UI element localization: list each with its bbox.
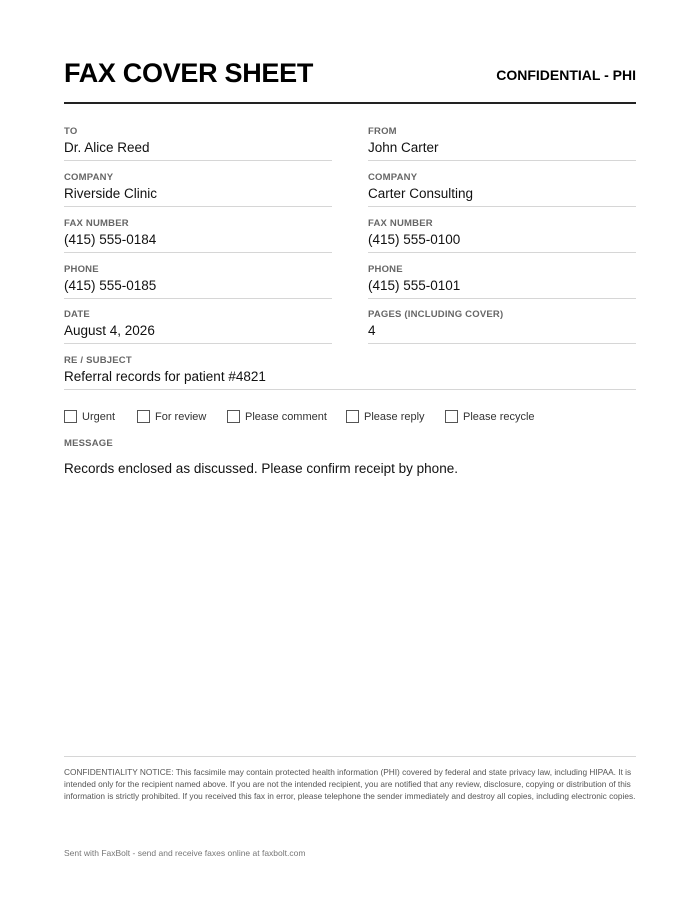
from-fax-field [368, 218, 636, 253]
from-phone-field [368, 264, 636, 299]
from-company-field [368, 172, 636, 207]
from-fax-value: (415) 555-0100 [368, 232, 461, 247]
to-fax-value: (415) 555-0184 [64, 232, 157, 247]
date-label: DATE [64, 309, 90, 320]
message-label: MESSAGE [64, 438, 113, 449]
from-company-label: COMPANY [368, 172, 418, 183]
page-title: FAX COVER SHEET [64, 58, 314, 88]
checkbox-box[interactable] [137, 410, 150, 423]
checkbox-row [64, 409, 636, 427]
to-company-value: Riverside Clinic [64, 186, 158, 201]
to-fax-label: FAX NUMBER [64, 218, 129, 229]
to-value: Dr. Alice Reed [64, 140, 150, 155]
from-phone-value: (415) 555-0101 [368, 278, 461, 293]
date-field [64, 309, 332, 344]
fax-cover-page [64, 0, 636, 906]
confidentiality-notice: CONFIDENTIALITY NOTICE: This facsimile may contain protected health information (PHI) covered by federal and state privacy law, including HIPAA. It is intended only for the recipient named above. If you are not the intended recipient, you are notified that any review, disclosure, copying or distribution of this information is strictly prohibited. If you received this fax in error, please telephone the sender immediately and destroy all copies, including electronic copies. [64, 756, 636, 802]
from-value: John Carter [368, 140, 439, 155]
from-label: FROM [368, 126, 397, 137]
checkbox-label: Urgent [82, 411, 116, 423]
to-field [64, 126, 332, 161]
subject-label: RE / SUBJECT [64, 355, 132, 366]
date-value: August 4, 2026 [64, 323, 155, 338]
confidential-tag: CONFIDENTIAL - PHI [496, 67, 636, 83]
to-fax-field [64, 218, 332, 253]
to-company-label: COMPANY [64, 172, 114, 183]
to-label: TO [64, 126, 78, 137]
message-body: Records enclosed as discussed. Please confirm receipt by phone. [64, 461, 458, 476]
checkbox-box[interactable] [346, 410, 359, 423]
checkbox-box[interactable] [64, 410, 77, 423]
to-phone-field [64, 264, 332, 299]
from-fax-label: FAX NUMBER [368, 218, 433, 229]
checkbox-label: Please recycle [463, 411, 535, 423]
footer-text: Sent with FaxBolt - send and receive faxes online at faxbolt.com [64, 848, 306, 858]
checkbox-box[interactable] [445, 410, 458, 423]
checkbox-label: Please reply [364, 411, 425, 423]
header [64, 58, 636, 104]
pages-field [368, 309, 636, 344]
to-company-field [64, 172, 332, 207]
from-company-value: Carter Consulting [368, 186, 474, 201]
from-phone-label: PHONE [368, 264, 403, 275]
to-phone-value: (415) 555-0185 [64, 278, 157, 293]
checkbox-box[interactable] [227, 410, 240, 423]
to-phone-label: PHONE [64, 264, 99, 275]
checkbox-label: Please comment [245, 411, 327, 423]
subject-value: Referral records for patient #4821 [64, 369, 266, 384]
from-field [368, 126, 636, 161]
checkbox-label: For review [155, 411, 207, 423]
pages-label: PAGES (INCLUDING COVER) [368, 309, 504, 320]
subject-field [64, 355, 636, 390]
pages-value: 4 [368, 323, 376, 338]
